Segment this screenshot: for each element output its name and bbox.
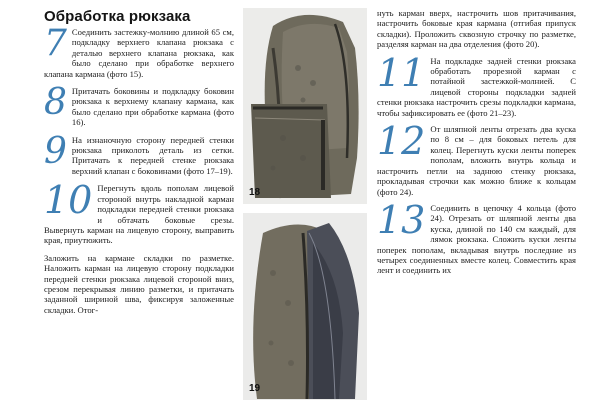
step-10-continued: Заложить на кармане складки по разметке. Наложить карман на лицевую сторону подкладки передней стенки рюкзака лицевой стороной вниз, срезом перекрывая линию разметки, и притачать заданной шириной шва, фиксируя заложенные складки. Отог- xyxy=(44,252,234,315)
step-number: 9 xyxy=(44,130,67,172)
step-text: На изнаночную сторону передней стенки рюкзака приколоть деталь из сетки. Притачать к передней стенке рюкзака верхний клапан с боковинами (фото 17–19). xyxy=(71,134,234,176)
step-text: На подкладке задней стенки рюкзака обработать прорезной карман с потайной застежкой-молнией. С лицевой стороны подкладки задней стенки рюкзака настрочить срезы подкладки кармана, чтобы зафиксировать ее (фото 21–23). xyxy=(377,55,576,118)
step-10-continued-right: нуть карман вверх, настрочить шов притачивания, настрочить боковые края кармана (отгибая припуск складки). Проложить сквозную строчку по разметке, разделяя карман на два отделения (фото 20). xyxy=(377,8,576,50)
step-text: Соединить в цепочку 4 кольца (фото 24). Отрезать от шляпной ленты два куска, длиной по 140 см каждый, для лямок рюкзака. Сложить куски ленты поперек пополам, вкладывая внутрь последние из четырех соединенных вместе колец. Совместить края лент и соединить их xyxy=(377,202,576,276)
step-12 xyxy=(377,119,576,197)
step-7 xyxy=(44,23,234,79)
right-column xyxy=(377,8,576,282)
page-title: Обработка рюкзака xyxy=(44,8,191,25)
step-number: 8 xyxy=(44,82,67,124)
photo-18 xyxy=(243,8,367,204)
step-13 xyxy=(377,197,576,276)
step-text: Перегнуть вдоль пополам лицевой стороной внутрь накладной карман подкладки передней стенки рюкзака и обтачать боковые срезы. Вывернуть карман на лицевую сторону, выправить края, приутюжить. xyxy=(44,183,234,246)
step-number: 7 xyxy=(44,23,67,64)
step-text: От шляпной ленты отрезать два куска по 8 см – для боковых петель для колец. Перегнуть куски ленты поперек пополам, вложить внутрь кольца и настрочить петли на заднюю стенку рюкзака, прокладывая строчки как можно ближе к кольцам (фото 24). xyxy=(377,124,576,197)
photo-label: 19 xyxy=(249,383,261,394)
step-8 xyxy=(44,82,234,128)
backpack-inside-photo-illustration xyxy=(243,213,367,400)
step-text: Притачать боковины и подкладку боковин рюкзака к верхнему клапану кармана, как было сделано при обработке кармана (фото 16). xyxy=(71,86,234,128)
photo-label: 18 xyxy=(249,187,261,198)
photo-19 xyxy=(243,213,367,400)
step-number: 11 xyxy=(377,50,426,95)
backpack-photo-illustration xyxy=(243,8,367,204)
step-9 xyxy=(44,130,234,177)
step-11 xyxy=(377,50,576,118)
step-text: Соединить застежку-молнию длиной 65 см, подкладку верхнего клапана рюкзака с деталью верхнего клапана рюкзака, как было сделано при обработке верхнего клапана кармана (фото 15). xyxy=(44,27,234,79)
step-number: 12 xyxy=(377,119,426,164)
step-number: 10 xyxy=(44,178,93,223)
step-number: 13 xyxy=(377,197,426,242)
step-10 xyxy=(44,178,234,246)
left-column xyxy=(44,8,234,315)
